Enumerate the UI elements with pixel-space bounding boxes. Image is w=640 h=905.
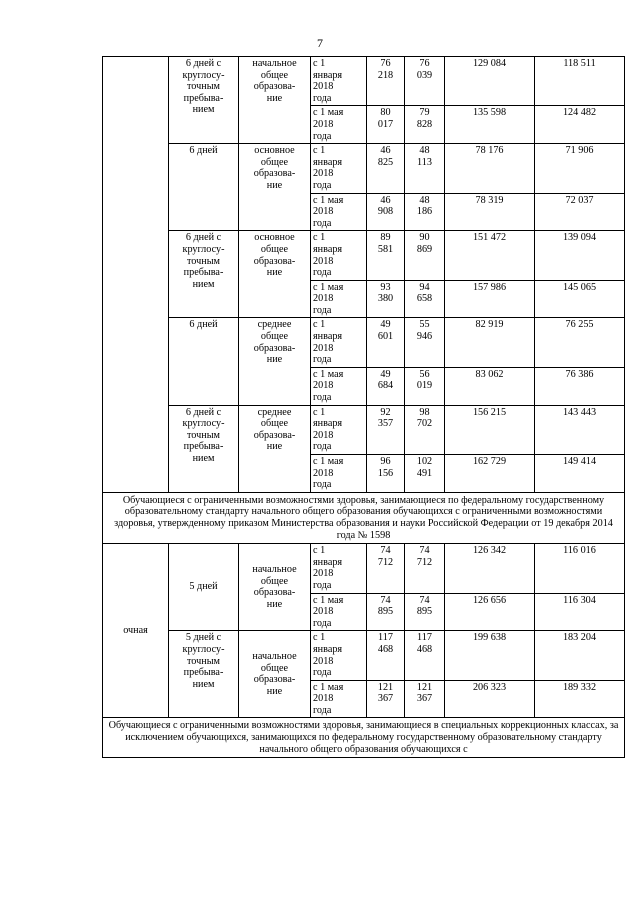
date-cell [311,455,367,493]
page-number: 7 [317,36,323,50]
value-b [405,367,445,405]
value-d: 149 414 [535,455,625,493]
cell-line: круглосу- [182,643,225,655]
duration-cell [169,631,239,718]
value-d: 71 906 [535,144,625,193]
date-cell [311,57,367,106]
cell-line: 48 [419,145,430,157]
cell-line: 5 дней с [185,632,222,644]
value-c: 151 472 [445,231,535,280]
value-c: 126 656 [445,593,535,631]
cell-line: нием [192,453,215,464]
cell-line: круглосу- [182,69,225,81]
cell-line: 96 [380,456,391,467]
cell-line: с 1 мая [313,194,344,206]
cell-line: общее [260,418,289,430]
value-c: 82 919 [445,318,535,367]
value-a [367,405,405,454]
cell-line: года [313,479,332,491]
value-c: 135 598 [445,106,535,144]
cell-line: января [313,643,343,655]
date-cell [311,405,367,454]
cell-line: с 1 мая [313,681,344,693]
cell-line: ние [266,441,283,453]
cell-line: 74 [419,545,430,557]
value-d: 116 304 [535,593,625,631]
cell-line: 684 [377,380,394,392]
cell-line: 117 [378,632,393,644]
value-d: 116 016 [535,544,625,593]
cell-line: круглосу- [182,418,225,430]
cell-line: 93 [380,281,391,293]
cell-line: 2018 [313,81,334,93]
value-a [367,544,405,593]
cell-line: общее [260,156,289,168]
table-row [103,57,625,106]
value-a [367,367,405,405]
table-row [103,231,625,280]
duration-cell [169,544,239,631]
cell-line: 6 дней с [185,232,222,244]
value-d: 124 482 [535,106,625,144]
cell-line: 468 [416,643,433,655]
cell-line: нием [192,104,215,116]
value-a [367,455,405,493]
date-cell [311,231,367,280]
cell-line: ние [266,179,283,191]
value-c: 83 062 [445,367,535,405]
date-cell [311,318,367,367]
cell-line: образова- [253,342,296,354]
value-d: 139 094 [535,231,625,280]
value-b [405,193,445,231]
cell-line: года [313,667,332,679]
cell-line: 121 [377,681,394,693]
cell-line: января [313,556,343,568]
value-a [367,680,405,718]
value-b [405,57,445,106]
duration-cell [169,144,239,231]
date-cell [311,631,367,680]
duration-cell [169,231,239,318]
value-c: 156 215 [445,405,535,454]
cell-line: 2018 [313,118,334,130]
cell-line: 74 [380,594,391,606]
value-b [405,455,445,493]
value-b [405,318,445,367]
cell-line: 90 [419,232,430,244]
cell-line: 102 [416,456,433,467]
value-c: 206 323 [445,680,535,718]
value-d: 76 386 [535,367,625,405]
cell-line: 367 [377,693,394,705]
education-level [239,231,311,318]
cell-line: 039 [416,69,433,81]
cell-line: точным [186,255,220,267]
value-c: 126 342 [445,544,535,593]
cell-line: с 1 [313,319,326,331]
value-a [367,280,405,318]
cell-line: основное [254,145,295,157]
cell-line: 98 [419,406,430,418]
cell-line: общее [260,575,289,587]
education-level [239,631,311,718]
cell-line: 6 дней [189,145,218,157]
cell-line: среднее [257,406,292,418]
cell-line: года [313,130,332,142]
cell-line: пребыва- [183,267,224,279]
value-d: 189 332 [535,680,625,718]
cell-line: образова- [253,255,296,267]
cell-line: 2018 [313,568,334,580]
cell-line: года [313,92,332,104]
cell-line: общее [260,243,289,255]
value-c: 78 319 [445,193,535,231]
value-a [367,231,405,280]
cell-line: точным [186,81,220,93]
cell-line: 895 [416,606,433,618]
cell-line: 186 [416,206,433,218]
cell-line: 113 [417,156,432,168]
cell-line: 156 [377,467,394,479]
cell-line: 2018 [313,655,334,667]
cell-line: 92 [380,406,391,418]
cell-line: образова- [253,168,296,180]
cell-line: 468 [377,643,394,655]
cell-line: ние [266,92,283,104]
value-c: 157 986 [445,280,535,318]
cell-line: 2018 [313,168,334,180]
cell-line: 895 [377,606,394,618]
table-row [103,405,625,454]
education-form: очная [103,544,169,718]
cell-line: 601 [377,331,394,343]
cell-line: 828 [416,118,433,130]
value-b [405,106,445,144]
table-row [103,544,625,593]
cell-line: 74 [380,545,391,557]
category-note: Обучающиеся с ограниченными возможностями здоровья, занимающиеся в специальных коррекционных классах, за исключением обучающихся, занимающихся по федеральному государственному образовательному стандарту начального общего образования обучающихся с [103,718,625,758]
value-a [367,631,405,680]
cell-line: 46 [380,145,391,157]
cell-line: года [313,617,332,629]
date-cell [311,544,367,593]
cell-line: пребыва- [183,667,224,679]
value-a [367,318,405,367]
cell-line: 581 [377,243,394,255]
cell-line: ние [266,267,283,279]
cell-line: 2018 [313,293,334,305]
cell-line: нием [192,678,215,690]
cell-line: с 1 мая [313,456,344,467]
cell-line: 380 [377,293,394,305]
cell-line: года [313,217,332,229]
table-row [103,631,625,680]
date-cell [311,144,367,193]
cell-line: 46 [380,194,391,206]
cell-line: 56 [419,368,430,380]
cell-line: 2018 [313,206,334,218]
education-level [239,318,311,405]
cell-line: 658 [416,293,433,305]
cell-line: года [313,179,332,191]
cell-line: 2018 [313,342,334,354]
cell-line: общее [260,662,289,674]
table-row [103,318,625,367]
duration-cell [169,405,239,492]
value-b [405,680,445,718]
education-level [239,544,311,631]
cell-line: с 1 мая [313,594,344,606]
cell-line: 94 [419,281,430,293]
cell-line: с 1 мая [313,368,344,380]
cell-line: 6 дней с [185,58,222,69]
cell-line: 79 [419,107,430,119]
cell-line: 55 [419,319,430,331]
cell-line: 2018 [313,255,334,267]
table-row [103,144,625,193]
cell-line: с 1 [313,545,326,557]
cell-line: года [313,579,332,591]
cell-line: 2018 [313,693,334,705]
value-b [405,144,445,193]
cell-line: января [313,418,343,430]
cell-line: года [313,704,332,716]
value-d: 183 204 [535,631,625,680]
cell-line: января [313,243,343,255]
cell-line: января [313,331,343,343]
value-b [405,544,445,593]
cell-line: года [313,354,332,366]
cell-line: общее [260,331,289,343]
cell-line: 121 [416,681,433,693]
cell-line: 74 [419,594,430,606]
cell-line: января [313,69,343,81]
cell-line: нием [192,278,215,290]
cell-line: начальное [252,651,297,663]
date-cell [311,193,367,231]
date-cell [311,106,367,144]
value-a [367,144,405,193]
value-a [367,193,405,231]
cell-line: 80 [380,107,391,119]
cell-line: образова- [253,429,296,441]
education-level [239,57,311,144]
value-a [367,593,405,631]
date-cell [311,680,367,718]
cell-line: года [313,267,332,279]
cell-line: 712 [416,556,433,568]
cell-line: круглосу- [182,243,225,255]
cell-line: 491 [416,467,433,479]
education-form [103,57,169,493]
cell-line: 5 дней [189,581,218,593]
cell-line: ние [266,354,283,366]
date-cell [311,367,367,405]
cell-line: точным [186,655,220,667]
cell-line: с 1 [313,632,326,644]
value-d: 145 065 [535,280,625,318]
cell-line: 49 [380,319,391,331]
value-a [367,57,405,106]
cell-line: точным [186,429,220,441]
cell-line: 367 [416,693,433,705]
cell-line: 117 [417,632,432,644]
note-row [103,492,625,543]
cell-line: 218 [377,69,394,81]
cell-line: общее [260,69,289,81]
cell-line: 89 [380,232,391,244]
value-d: 143 443 [535,405,625,454]
cell-line: 825 [377,156,394,168]
duration-cell [169,318,239,405]
value-d: 118 511 [535,57,625,106]
value-b [405,405,445,454]
cell-line: образова- [253,587,296,599]
cell-line: 946 [416,331,433,343]
cell-line: среднее [257,319,292,331]
value-b [405,631,445,680]
cell-line: 76 [419,58,430,69]
category-note: Обучающиеся с ограниченными возможностями здоровья, занимающиеся по федеральному государственному образовательному стандарту начального общего образования обучающихся с ограниченными возможностями здоровья, утвержденному приказом Министерства образования и науки Российской Федерации от 19 декабря 2014 года № 1598 [103,492,625,543]
value-a [367,106,405,144]
cell-line: основное [254,232,295,244]
cell-line: 2018 [313,606,334,618]
value-d: 76 255 [535,318,625,367]
cell-line: 019 [416,380,433,392]
cell-line: пребыва- [183,441,224,453]
value-c: 199 638 [445,631,535,680]
education-level [239,405,311,492]
cell-line: ние [266,685,283,697]
cell-line: 869 [416,243,433,255]
cell-line: 2018 [313,467,334,479]
value-c: 78 176 [445,144,535,193]
value-b [405,231,445,280]
cell-line: образова- [253,674,296,686]
value-d: 72 037 [535,193,625,231]
duration-cell [169,57,239,144]
cell-line: года [313,304,332,316]
cell-line: с 1 [313,406,326,418]
cell-line: с 1 мая [313,281,344,293]
value-c: 129 084 [445,57,535,106]
note-row [103,718,625,758]
cell-line: 2018 [313,380,334,392]
cell-line: начальное [252,564,297,576]
date-cell [311,593,367,631]
cell-line: с 1 [313,58,326,69]
cell-line: 712 [377,556,394,568]
value-b [405,593,445,631]
cell-line: 357 [377,418,394,430]
value-b [405,280,445,318]
cell-line: 49 [380,368,391,380]
cell-line: 908 [377,206,394,218]
cell-line: 48 [419,194,430,206]
cell-line: 2018 [313,429,334,441]
education-level [239,144,311,231]
cell-line: с 1 [313,232,326,244]
cell-line: 6 дней [189,319,218,331]
cell-line: пребыва- [183,92,224,104]
cell-line: 017 [377,118,394,130]
cell-line: года [313,441,332,453]
cell-line: 6 дней с [185,406,222,418]
cell-line: начальное [252,58,297,69]
cost-table [102,56,625,758]
date-cell [311,280,367,318]
cell-line: января [313,156,343,168]
cell-line: года [313,392,332,404]
cell-line: образова- [253,81,296,93]
cell-line: с 1 [313,145,326,157]
cell-line: с 1 мая [313,107,344,119]
value-c: 162 729 [445,455,535,493]
cell-line: 76 [380,58,391,69]
cell-line: 702 [416,418,433,430]
cell-line: ние [266,598,283,610]
